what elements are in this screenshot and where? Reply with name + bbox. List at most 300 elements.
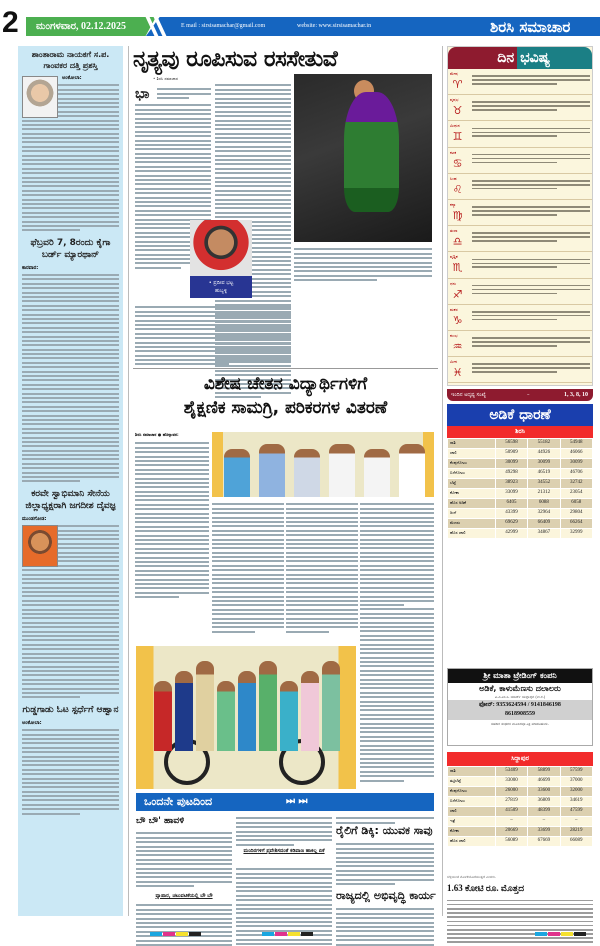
text-line: [236, 939, 332, 941]
price-value: 46066: [560, 449, 592, 459]
color-swatch: [548, 932, 560, 936]
price-value: 6088: [528, 499, 560, 509]
variety-name: ಕೆಂಪುಗೋಟು: [448, 459, 496, 469]
text-line: [336, 883, 395, 885]
story-headline[interactable]: ರೈಲಿಗೆ ಡಿಕ್ಕಿ: ಯುವಕ ಸಾವು: [336, 824, 433, 837]
person-figure: [196, 661, 214, 751]
story-headline[interactable]: ಬೌ ಬೌ' ಹಾವಳಿ: [136, 816, 185, 826]
text-line: [22, 221, 119, 223]
sub-headline[interactable]: [133, 372, 438, 420]
text-line: [135, 355, 291, 357]
text-line: [22, 423, 119, 425]
issue-date: ಮಂಗಳವಾರ, 02.12.2025: [36, 21, 127, 32]
text-line: [472, 109, 557, 111]
text-line: [22, 813, 80, 815]
article-body: [447, 897, 593, 946]
headline[interactable]: ಗುಡ್ಡಗಾಡು ಓಟ ಸ್ಪರ್ಧೆಗೆ ಆಹ್ವಾನ: [22, 704, 119, 715]
text-line: [215, 111, 291, 113]
text-line: [22, 804, 119, 806]
article-body: [236, 815, 332, 848]
text-line: [22, 419, 119, 421]
text-line: [236, 877, 332, 879]
story-headline[interactable]: 1.63 ಕೋಟಿ ರೂ. ಮೊತ್ತದ: [447, 883, 525, 893]
text-line: [22, 190, 119, 192]
article-body: [286, 501, 358, 635]
person-figure: [259, 661, 277, 751]
text-line: [360, 736, 434, 738]
text-line: [336, 913, 434, 915]
zodiac-sign-icon: ♎: [452, 235, 463, 249]
text-line: [286, 631, 329, 633]
website-link[interactable]: website: www.sirsisamachar.in: [297, 23, 372, 29]
text-line: [286, 503, 358, 505]
text-line: [360, 622, 434, 624]
text-line: [135, 464, 209, 466]
horoscope-title-part: ಭವಿಷ್ಯ: [517, 47, 592, 69]
text-line: [22, 692, 119, 694]
text-line: [22, 401, 119, 403]
text-line: [294, 275, 432, 277]
text-line: [135, 320, 291, 322]
text-line: [22, 454, 119, 456]
text-line: [236, 844, 294, 846]
text-line: [236, 890, 332, 892]
zodiac-name: ಕಟಕ: [450, 149, 457, 155]
text-line: [360, 543, 434, 545]
text-line: [294, 279, 377, 281]
band-label: ಒಂದನೇ ಪುಟದಿಂದ: [144, 795, 213, 808]
text-line: [472, 236, 590, 238]
text-line: [360, 556, 434, 558]
price-value: 26000: [495, 787, 527, 797]
text-line: [360, 508, 434, 510]
price-table-sirsi: [447, 438, 593, 539]
story-headline[interactable]: ರಾಜ್ಯದಲ್ಲಿ ಅಭಿವೃದ್ಧಿ ಕಾರ್ಯ: [336, 889, 436, 902]
text-line: [136, 850, 232, 852]
text-line: [22, 808, 119, 810]
text-line: [360, 560, 434, 562]
text-line: [135, 118, 211, 120]
text-line: [236, 917, 332, 919]
text-line: [472, 266, 557, 268]
text-line: [22, 604, 119, 606]
text-line: [286, 574, 358, 576]
text-line: [22, 318, 119, 320]
text-line: [135, 521, 209, 523]
sub-headline-line: ಶೈಕ್ಷಣಿಕ ಸಾಮಗ್ರಿ, ಪರಿಕರಗಳ ವಿತರಣೆ: [183, 398, 388, 418]
price-row: [448, 837, 593, 847]
text-line: [472, 128, 590, 130]
text-line: [286, 530, 358, 532]
text-line: [236, 873, 332, 875]
text-line: [212, 587, 284, 589]
text-line: [22, 786, 119, 788]
text-line: [135, 170, 211, 172]
text-line: [22, 287, 119, 289]
text-line: [22, 631, 119, 633]
text-line: [212, 521, 284, 523]
text-line: [212, 626, 284, 628]
text-line: [472, 180, 590, 182]
price-row: [448, 529, 593, 539]
text-line: [360, 552, 434, 554]
variety-name: ರಿಂಗೆ: [448, 509, 496, 519]
text-line: [472, 132, 590, 134]
text-line: [135, 579, 209, 581]
text-line: [360, 644, 434, 646]
text-line: [157, 88, 211, 90]
text-line: [22, 172, 119, 174]
text-line: [22, 734, 119, 736]
person-figure: [280, 681, 298, 751]
price-row: [448, 777, 593, 787]
text-line: [286, 600, 358, 602]
text-line: [236, 886, 332, 888]
text-line: [336, 939, 434, 941]
event-photo: [212, 432, 434, 497]
text-line: [22, 415, 119, 417]
horoscope-row: [448, 305, 592, 331]
text-line: [135, 346, 291, 348]
text-line: [22, 305, 119, 307]
text-line: [215, 194, 291, 196]
person-figure: [399, 444, 425, 497]
text-line: [22, 344, 119, 346]
text-line: [212, 618, 284, 620]
text-line: [215, 120, 291, 122]
price-row: [448, 797, 593, 807]
text-line: [22, 450, 119, 452]
price-row: [448, 807, 593, 817]
price-value: 66089: [560, 837, 592, 847]
variety-name: ಹೊಸ ಅಡಿಕೆ: [448, 499, 496, 509]
person-figure: [238, 671, 256, 751]
text-line: [215, 172, 291, 174]
text-line: [360, 705, 434, 707]
text-line: [360, 714, 434, 716]
price-value: 37000: [560, 777, 592, 787]
zodiac-sign-icon: ♋: [452, 156, 463, 170]
text-line: [22, 406, 119, 408]
text-line: [286, 582, 358, 584]
text-line: [22, 292, 119, 294]
text-line: [472, 363, 590, 365]
text-line: [212, 525, 284, 527]
fast-forward-icon: ⏭ ⏭: [286, 796, 308, 807]
email-address[interactable]: E mail : sirsisamachar@gmail.com: [181, 23, 266, 29]
text-line: [22, 397, 119, 399]
person-figure: [224, 449, 250, 497]
price-row: [448, 479, 593, 489]
text-line: [360, 701, 434, 703]
text-line: [22, 274, 119, 276]
article-tail: ಬೆಳ್ಳಿಯಂತೆ ಮೊಳಕೆಯೊಡೆಯುತ್ತದೆ ಎಂದರು.: [447, 875, 497, 879]
price-row: [448, 489, 593, 499]
price-value: –: [560, 817, 592, 827]
text-line: [236, 868, 332, 870]
variety-name: ಇತ್ರೆ: [448, 817, 496, 827]
price-value: 44926: [528, 449, 560, 459]
horoscope-row: [448, 226, 592, 252]
text-line: [294, 248, 432, 250]
article-body: [336, 906, 434, 946]
zodiac-name: ಮಿಥುನ: [450, 123, 460, 129]
text-line: [360, 687, 434, 689]
horoscope-row: [448, 357, 592, 383]
text-line: [360, 766, 434, 768]
text-line: [135, 311, 291, 313]
text-line: [22, 764, 119, 766]
text-line: [215, 133, 291, 135]
text-line: [472, 311, 590, 313]
text-line: [215, 115, 291, 117]
price-value: 56598: [495, 439, 527, 449]
text-line: [360, 582, 434, 584]
text-line: [360, 569, 434, 571]
text-line: [22, 747, 119, 749]
text-line: [236, 899, 332, 901]
text-line: [157, 93, 211, 95]
text-line: [286, 521, 358, 523]
horoscope-row: [448, 69, 592, 95]
text-line: [22, 578, 119, 580]
article-marathon: [18, 234, 123, 483]
horoscope-row: [448, 252, 592, 278]
text-line: [135, 552, 209, 554]
phone-line: ಫೋನ್: 9353624594 / 9141846198: [479, 702, 561, 708]
phone-line: 8618908559: [505, 711, 535, 717]
text-line: [135, 513, 209, 515]
text-line: [472, 184, 590, 186]
text-line: [135, 587, 209, 589]
text-line: [286, 578, 358, 580]
color-swatch: [301, 932, 313, 936]
story-subhead[interactable]: ಮಂದಿರಗಳಿಗೆ ಪ್ರವೇಶಿಸದಂತೆ ಕಡಿವಾಣ ಹಾಕಿಲ್ಲ ಏಕೆ: [243, 848, 325, 854]
text-line: [22, 653, 119, 655]
text-line: [286, 543, 358, 545]
article-body: [136, 902, 232, 946]
dancer-figure: [344, 92, 399, 212]
person-figure: [217, 681, 235, 751]
headline[interactable]: ಕರವೇ ಸ್ವಾಭಿಮಾನಿ ಸೇನೆಯ ಜಿಲ್ಲಾಧ್ಯಕ್ಷರಾಗಿ ಜಗದೀಶ ದೈವಜ್ಞ: [25, 488, 116, 511]
color-swatch: [574, 932, 586, 936]
text-line: [135, 482, 209, 484]
text-line: [135, 153, 211, 155]
text-line: [22, 782, 119, 784]
text-line: [447, 941, 593, 943]
text-line: [236, 835, 332, 837]
text-line: [336, 935, 434, 937]
text-line: [135, 359, 291, 361]
text-line: [135, 104, 211, 106]
text-line: [135, 596, 179, 598]
text-line: [215, 137, 291, 139]
text-line: [215, 300, 291, 302]
story-subhead[interactable]: ವ್ಯಾಪಾರ, ಚಟುವಟಿಕೆಯಲ್ಲಿ ಬೌ ಬೌ: [155, 893, 213, 899]
text-line: [286, 609, 358, 611]
price-value: 34552: [528, 479, 560, 489]
text-line: [136, 926, 232, 928]
text-line: [336, 870, 434, 872]
price-value: 32742: [560, 479, 592, 489]
text-line: [215, 89, 291, 91]
text-line: [135, 535, 209, 537]
text-line: [135, 499, 209, 501]
text-line: [22, 207, 119, 209]
text-line: [135, 539, 209, 541]
text-line: [22, 445, 119, 447]
text-line: [22, 340, 119, 342]
print-registration-marks: [262, 932, 313, 937]
text-line: [360, 718, 434, 720]
headline[interactable]: ಫೆಬ್ರವರಿ 7, 8ರಂದು ಕೈಗಾ ಬರ್ಡ್ ಮ್ಯಾರಥಾನ್: [30, 237, 111, 260]
text-line: [212, 600, 284, 602]
text-line: [22, 679, 119, 681]
text-line: [447, 900, 593, 902]
text-line: [22, 600, 119, 602]
text-line: [22, 674, 119, 676]
text-line: [336, 917, 434, 919]
text-line: [360, 613, 434, 615]
text-line: [135, 210, 211, 212]
text-line: [360, 758, 434, 760]
sub-headline-line: ವಿಶೇಷ ಚೇತನ ವಿದ್ಯಾರ್ಥಿಗಳಿಗೆ: [203, 374, 368, 394]
text-line: [215, 199, 291, 201]
article-body: [336, 841, 434, 887]
text-line: [135, 166, 211, 168]
text-line: [336, 861, 434, 863]
text-line: [22, 168, 119, 170]
article-body: [360, 606, 434, 784]
text-line: [286, 626, 358, 628]
text-line: [22, 283, 119, 285]
main-headline[interactable]: ನೃತ್ಯವು ರೂಪಿಸುವ ರಸಸೇತುವೆ: [133, 47, 338, 72]
text-line: [472, 315, 590, 317]
text-line: [360, 661, 434, 663]
text-line: [472, 101, 590, 103]
color-swatch: [535, 932, 547, 936]
text-line: [136, 940, 232, 942]
text-line: [22, 410, 119, 412]
price-row: [448, 459, 593, 469]
text-line: [135, 491, 209, 493]
variety-name: ಬಿಳೆಗೋಟು: [448, 797, 496, 807]
text-line: [360, 539, 434, 541]
photo-caption-text: [294, 246, 432, 284]
text-line: [135, 197, 211, 199]
text-line: [157, 97, 189, 99]
article-award: [18, 46, 123, 231]
text-line: [215, 106, 291, 108]
text-line: [212, 574, 284, 576]
text-line: [360, 771, 434, 773]
price-value: 36809: [528, 797, 560, 807]
text-line: [215, 93, 291, 95]
text-line: [360, 600, 434, 602]
text-line: [135, 122, 211, 124]
text-line: [212, 604, 284, 606]
zodiac-name: ಮಕರ: [450, 306, 458, 312]
text-line: [447, 908, 593, 910]
text-line: [22, 657, 119, 659]
zodiac-name: ಕುಂಭ: [450, 332, 458, 338]
horoscope-row: [448, 200, 592, 226]
text-line: [286, 517, 358, 519]
text-line: [472, 154, 590, 156]
text-line: [135, 205, 211, 207]
price-row: [448, 499, 593, 509]
price-value: 53409: [495, 767, 527, 777]
text-line: [22, 216, 119, 218]
price-row: [448, 827, 593, 837]
author-portrait: [190, 220, 252, 276]
text-line: [135, 315, 291, 317]
text-line: [22, 467, 119, 469]
text-line: [135, 324, 291, 326]
price-value: 29804: [560, 509, 592, 519]
text-line: [212, 530, 284, 532]
text-line: [472, 105, 590, 107]
text-line: [286, 539, 358, 541]
text-line: [135, 574, 209, 576]
text-line: [135, 543, 209, 545]
text-line: [22, 128, 119, 130]
text-line: [22, 595, 119, 597]
text-line: [136, 922, 232, 924]
text-line: [360, 679, 434, 681]
headline[interactable]: ಶಾಂತಾರಾಮ ನಾಯಕಗೆ ಸ.ಪ. ಗಾಂವಕರ ದತ್ತಿ ಪ್ರಶಸ್ತಿ: [31, 50, 110, 70]
zodiac-sign-icon: ♉: [452, 104, 463, 118]
text-line: [22, 353, 119, 355]
price-value: 42999: [495, 529, 527, 539]
text-line: [360, 565, 434, 567]
text-line: [447, 916, 593, 918]
person-figure: [322, 661, 340, 751]
text-line: [135, 592, 209, 594]
article-body: [18, 729, 123, 814]
text-line: [360, 534, 434, 536]
zodiac-name: ವೃಶ್ಚಿಕ: [450, 254, 458, 260]
text-line: [22, 666, 119, 668]
variety-name: ಕೆಂಪುಗೋಟು: [448, 787, 496, 797]
text-line: [212, 547, 284, 549]
text-line: [136, 841, 232, 843]
price-value: 32999: [560, 529, 592, 539]
article-body: [157, 86, 211, 102]
ad-address: ಎ.ಪಿ.ಎಂ.ಸಿ. ಯಾರ್ಡ್ ಯಲ್ಲಾಪುರ (ಉ.ಕ.): [494, 695, 546, 699]
price-value: 20669: [495, 827, 527, 837]
text-line: [212, 539, 284, 541]
text-line: [22, 278, 119, 280]
text-line: [360, 749, 434, 751]
price-value: 33000: [495, 777, 527, 787]
variety-name: ಚಾಲಿ: [448, 807, 496, 817]
text-line: [286, 622, 358, 624]
price-value: 46706: [560, 469, 592, 479]
text-line: [135, 561, 209, 563]
text-line: [136, 872, 232, 874]
text-line: [236, 839, 332, 841]
text-line: [472, 367, 590, 369]
dateline: ಅಂಕೋಲಾ:: [22, 719, 42, 726]
horoscope-row: [448, 174, 592, 200]
advertisement[interactable]: [447, 668, 593, 746]
text-line: [212, 543, 284, 545]
text-line: [22, 349, 119, 351]
text-line: [22, 778, 119, 780]
text-line: [447, 921, 593, 923]
text-line: [472, 341, 590, 343]
